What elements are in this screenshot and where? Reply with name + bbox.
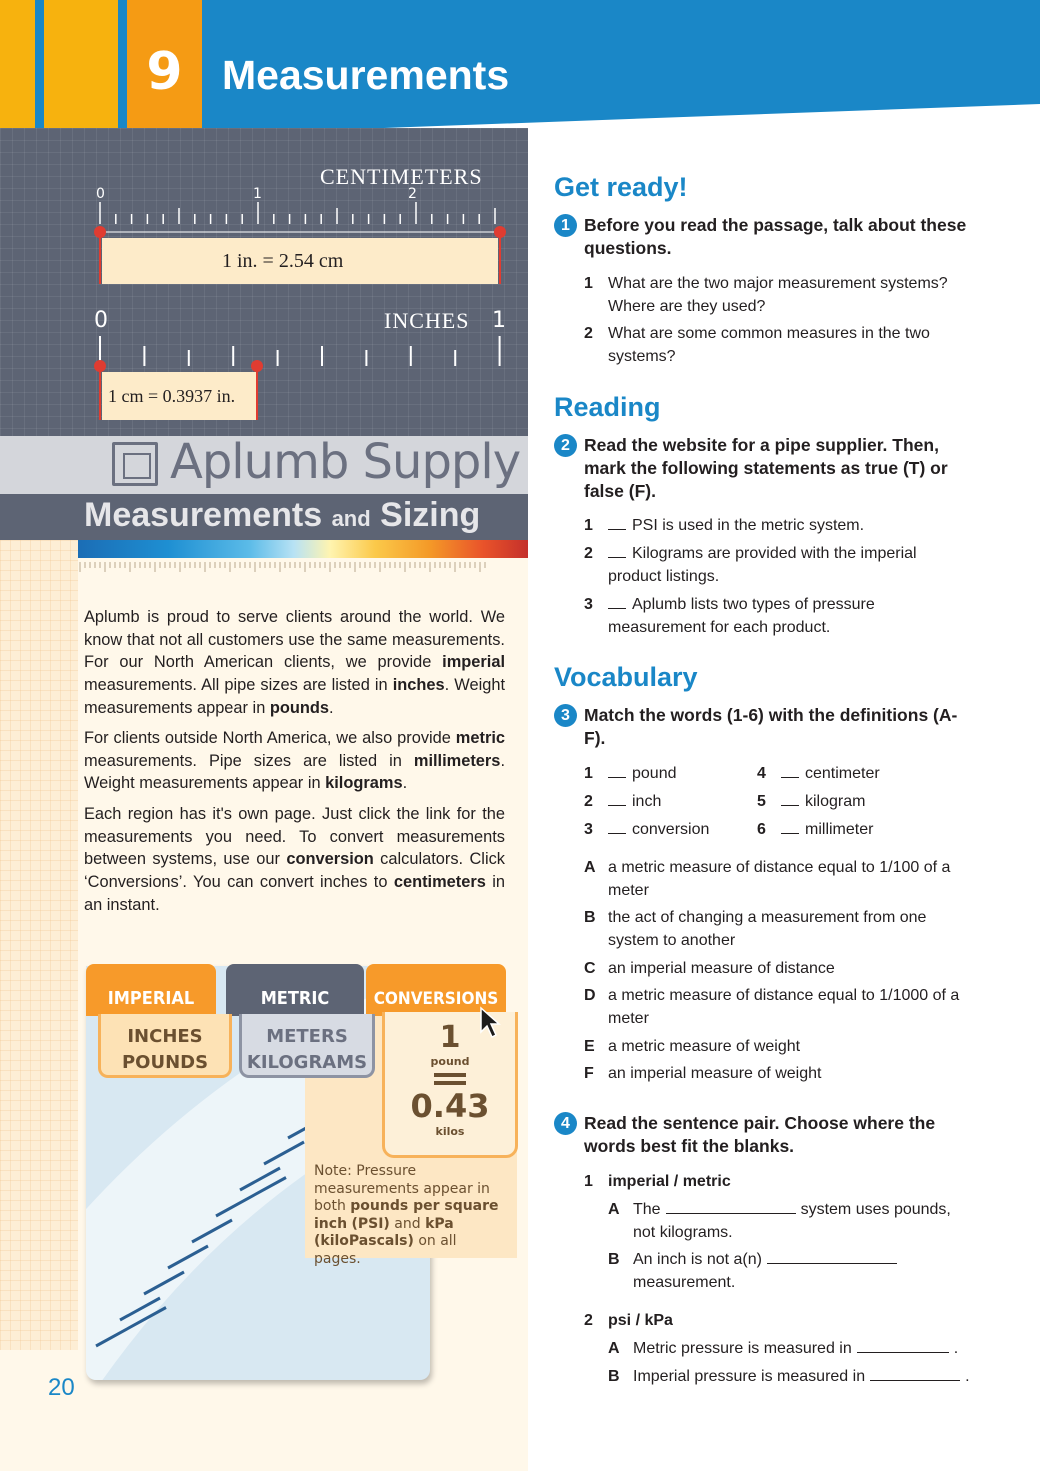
sentence-text-start: The (633, 1201, 661, 1218)
word-choices: imperial / metric (608, 1173, 731, 1190)
bold-term: (PSI) (351, 1215, 390, 1232)
task-3-instruction (554, 704, 968, 750)
bold-term: centimeters (393, 873, 486, 892)
heading-reading: Reading (554, 392, 661, 422)
vocab-word (757, 762, 927, 785)
site-subtitle (84, 496, 480, 535)
subtitle-and: and (331, 506, 371, 531)
color-gradient-bar (78, 540, 528, 558)
definition-letter: E (584, 1038, 595, 1055)
statement-item (584, 593, 968, 639)
bold-term: millimeters (413, 751, 501, 770)
true-false-blank[interactable] (608, 595, 626, 609)
text-run: . (329, 698, 334, 717)
item-number: 4 (757, 765, 766, 782)
fill-in-blank[interactable] (857, 1339, 949, 1353)
answer-blank[interactable] (781, 792, 799, 806)
bold-term: kilograms (325, 774, 403, 793)
definition-letter: C (584, 960, 596, 977)
tab-imperial[interactable]: IMPERIAL (86, 964, 216, 1016)
conversion-result-unit: kilos (435, 1125, 465, 1138)
statement-body (584, 593, 968, 639)
metric-unit-kilograms: KILOGRAMS (246, 1052, 368, 1073)
conversion-input-unit: pound (430, 1055, 470, 1068)
bold-term: conversion (286, 850, 374, 869)
sentence-pair-header (584, 1170, 968, 1193)
text-run: on all pages. (314, 1233, 457, 1267)
task-3-text: Match the words (1-6) with the definitions (A-F). (584, 705, 958, 748)
sentence-a (608, 1337, 970, 1360)
definition-item (584, 984, 968, 1030)
tab-metric[interactable]: METRIC (226, 964, 364, 1016)
word-choices: psi / kPa (608, 1312, 673, 1329)
vocab-word (584, 790, 754, 813)
vocab-word-text: conversion (632, 821, 710, 838)
definition-text: an imperial measure of distance (608, 960, 835, 977)
vocab-word-text: kilogram (805, 793, 866, 810)
true-false-blank[interactable] (608, 516, 626, 530)
definition-item (584, 906, 968, 952)
definition-text: the act of changing a measurement from one system to another (608, 909, 927, 949)
metric-units-panel (239, 1014, 375, 1078)
text-run: . Weight measurements appear in (84, 676, 506, 717)
imperial-unit-pounds: POUNDS (121, 1052, 209, 1073)
brand-name: Aplumb Supply (170, 434, 521, 490)
task-1-instruction (554, 214, 968, 260)
item-number: 1 (584, 1173, 593, 1190)
tab-conversions[interactable]: CONVERSIONS (366, 964, 506, 1016)
bold-term: imperial (442, 653, 505, 672)
text-run: measurements. All pipe sizes are listed in (84, 676, 393, 695)
ruler-illustration (0, 128, 528, 436)
item-number: 2 (584, 1312, 593, 1329)
sentence-a (608, 1198, 970, 1244)
cm-tick-2: 2 (408, 186, 418, 202)
imperial-units-panel (98, 1014, 232, 1078)
sentence-text-end: . (965, 1368, 970, 1385)
pressure-note (314, 1163, 500, 1268)
equals-icon (434, 1073, 466, 1077)
sentence-body (608, 1365, 970, 1388)
sentence-letter: A (608, 1340, 620, 1357)
sentence-letter: A (608, 1201, 620, 1218)
vocab-word-body (584, 762, 754, 785)
item-number: 6 (757, 821, 766, 838)
vocab-word-body (584, 790, 754, 813)
fill-in-blank[interactable] (666, 1200, 796, 1214)
vocab-word-text: millimeter (805, 821, 874, 838)
vocab-word-body (757, 818, 927, 841)
task-2-text: Read the website for a pipe supplier. Then, mark the following statements as true (T) or false (F). (584, 435, 948, 501)
inch-one-label: 1 (492, 308, 507, 333)
fill-in-blank[interactable] (870, 1367, 960, 1381)
true-false-blank[interactable] (608, 544, 626, 558)
conversion-input-value: 1 (439, 1020, 461, 1055)
text-run: and (389, 1215, 426, 1232)
definition-text: an imperial measure of weight (608, 1065, 822, 1082)
answer-blank[interactable] (608, 820, 626, 834)
vocab-word-text: pound (632, 765, 677, 782)
subtitle-part-a: Measurements (84, 496, 323, 534)
sentence-text-end: system uses pounds, not kilograms. (633, 1201, 951, 1241)
heading-get-ready: Get ready! (554, 172, 688, 202)
vocab-word-body (757, 790, 927, 813)
sentence-text-start: An inch is not a(n) (633, 1251, 762, 1268)
page-number: 20 (48, 1374, 75, 1401)
definition-item (584, 856, 968, 902)
sentence-text-start: Imperial pressure is measured in (633, 1368, 866, 1385)
task-4-instruction (554, 1112, 968, 1158)
bold-term: pounds (269, 698, 330, 717)
question-item (584, 322, 968, 368)
sentence-body (608, 1337, 970, 1360)
sentence-text-end: . (953, 1340, 959, 1357)
task-1-text: Before you read the passage, talk about these questions. (584, 215, 967, 258)
bold-term: inches (392, 676, 445, 695)
task-number-badge: 1 (554, 214, 577, 237)
inches-label: INCHES (384, 308, 470, 333)
task-number-badge: 2 (554, 434, 577, 457)
vocab-word (584, 818, 754, 841)
mouse-cursor-icon (478, 1006, 502, 1040)
task-number-badge: 3 (554, 704, 577, 727)
vocab-word-text: inch (632, 793, 662, 810)
text-run: Each region has it's own page. Just click the link for the measurements you need. To convert measurements between systems, use our (84, 805, 505, 869)
statement-text: PSI is used in the metric system. (632, 517, 865, 534)
passage-paragraph-1 (84, 606, 505, 720)
definition-text: a metric measure of weight (608, 1038, 801, 1055)
definition-letter: A (584, 859, 596, 876)
vocab-word-body (584, 818, 754, 841)
text-run: calculators. Click ‘Conversions’. You can convert inches to (84, 850, 505, 892)
question-text: What are the two major measurement systems? Where are they used? (608, 275, 948, 315)
statement-text: Kilograms are provided with the imperial product listings. (608, 545, 917, 585)
task-number-badge: 4 (554, 1112, 577, 1135)
imperial-unit-inches: INCHES (127, 1026, 203, 1047)
task-4-text: Read the sentence pair. Choose where the words best fit the blanks. (584, 1113, 936, 1156)
sentence-text-end: measurement. (633, 1274, 736, 1291)
conversion-result-value: 0.43 (410, 1087, 490, 1125)
passage-paragraph-3 (84, 803, 505, 917)
cm-tick-0: 0 (96, 186, 106, 202)
text-run: For clients outside North America, we also provide (84, 729, 456, 747)
centimeters-label: CENTIMETERS (320, 164, 483, 189)
sentence-body (608, 1198, 970, 1244)
vocab-word (757, 790, 927, 813)
bold-term: kPa (kiloPascals) (314, 1215, 454, 1249)
statement-item (584, 514, 968, 537)
definition-item (584, 1062, 968, 1085)
unit-title: Measurements (222, 52, 510, 98)
statement-body (584, 514, 968, 537)
text-run: . (402, 774, 408, 793)
item-number: 1 (584, 275, 593, 292)
text-run: measurements. Pipe sizes are listed in (84, 751, 414, 770)
sentence-text-start: Metric pressure is measured in (633, 1340, 852, 1357)
aplumb-logo-icon (112, 442, 158, 486)
bold-term: pounds per square inch (314, 1198, 499, 1232)
statement-item (584, 542, 968, 588)
equals-icon-bar (434, 1081, 466, 1085)
passage-paragraph-2 (84, 727, 505, 795)
item-number: 3 (584, 596, 593, 613)
statement-body (584, 542, 968, 588)
vocab-word (584, 762, 754, 785)
sentence-body (608, 1248, 970, 1294)
unit-number: 9 (146, 42, 183, 102)
statement-text: Aplumb lists two types of pressure measurement for each product. (608, 596, 875, 636)
answer-blank[interactable] (781, 820, 799, 834)
text-run: Note: Pressure measurements appear in both (314, 1163, 490, 1214)
question-item (584, 272, 968, 318)
definition-letter: D (584, 987, 596, 1004)
vocab-word (757, 818, 927, 841)
answer-blank[interactable] (608, 792, 626, 806)
definition-item (584, 957, 968, 980)
sentence-letter: B (608, 1251, 620, 1268)
item-number: 2 (584, 793, 593, 810)
metric-unit-meters: METERS (266, 1026, 348, 1047)
answer-blank[interactable] (608, 764, 626, 778)
item-number: 5 (757, 793, 766, 810)
vocab-word-text: centimeter (805, 765, 880, 782)
bold-term: metric (455, 729, 505, 747)
item-number: 1 (584, 765, 593, 782)
grid-margin (0, 540, 78, 1350)
inch-zero-label: 0 (94, 308, 109, 333)
sentence-pair-header (584, 1309, 968, 1332)
cm-tick-1: 1 (253, 186, 263, 202)
task-2-instruction (554, 434, 968, 503)
definition-text: a metric measure of distance equal to 1/1000 of a meter (608, 987, 960, 1027)
text-run: . Weight measurements appear in (84, 751, 505, 793)
heading-vocabulary: Vocabulary (554, 662, 698, 692)
question-text: What are some common measures in the two systems? (608, 325, 930, 365)
cm-conversion-label: 1 in. = 2.54 cm (102, 238, 498, 284)
item-number: 2 (584, 545, 593, 562)
item-number: 1 (584, 517, 593, 534)
vocab-word-body (757, 762, 927, 785)
subtitle-part-b: Sizing (380, 496, 481, 534)
fill-in-blank[interactable] (767, 1250, 897, 1264)
answer-blank[interactable] (781, 764, 799, 778)
definition-letter: B (584, 909, 596, 926)
text-run: Aplumb is proud to serve clients around the world. We know that not all customers use the same measurements. For our North American clients, we provide (84, 608, 505, 672)
item-number: 3 (584, 821, 593, 838)
sentence-letter: B (608, 1368, 620, 1385)
definition-text: a metric measure of distance equal to 1/100 of a meter (608, 859, 951, 899)
sentence-b (608, 1248, 970, 1294)
text-run: in an instant. (84, 873, 506, 914)
sentence-b (608, 1365, 970, 1388)
definition-letter: F (584, 1065, 594, 1082)
definition-item (584, 1035, 968, 1058)
item-number: 2 (584, 325, 593, 342)
decorative-ruler (78, 562, 488, 574)
inch-conversion-label: 1 cm = 0.3937 in. (102, 372, 256, 420)
